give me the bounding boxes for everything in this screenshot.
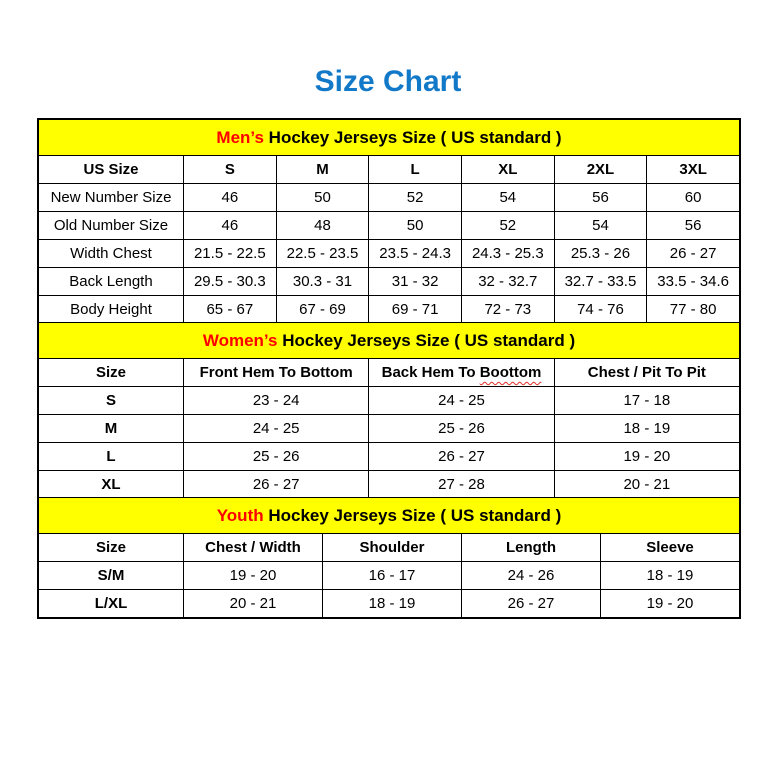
misspelled-word: Boottom xyxy=(479,364,542,381)
data-cell: 17 - 18 xyxy=(554,387,739,415)
data-cell: 18 - 19 xyxy=(554,415,739,443)
section-title-accent: Youth xyxy=(216,505,264,525)
data-cell: 50 xyxy=(369,212,462,240)
row-label-cell: M xyxy=(39,415,184,443)
row-label-cell: S xyxy=(39,387,184,415)
table-row xyxy=(39,562,740,590)
row-label-cell: Back Length xyxy=(39,268,184,296)
data-cell: 22.5 - 23.5 xyxy=(276,240,369,268)
size-chart-container xyxy=(37,118,741,619)
data-cell: 33.5 - 34.6 xyxy=(647,268,740,296)
data-cell: 60 xyxy=(647,184,740,212)
data-cell: 23 - 24 xyxy=(184,387,369,415)
section-title-accent: Men’s xyxy=(216,127,264,147)
column-header-cell xyxy=(369,359,554,387)
row-label-cell: L xyxy=(39,443,184,471)
column-header-cell: Sleeve xyxy=(601,534,740,562)
data-cell: 65 - 67 xyxy=(184,296,277,324)
data-cell: 18 - 19 xyxy=(323,590,462,618)
column-header-cell: Front Hem To Bottom xyxy=(184,359,369,387)
data-cell: 23.5 - 24.3 xyxy=(369,240,462,268)
column-header-row xyxy=(39,534,740,562)
data-cell: 24 - 26 xyxy=(462,562,601,590)
table-body xyxy=(39,562,740,618)
data-cell: 50 xyxy=(276,184,369,212)
column-header-cell: Length xyxy=(462,534,601,562)
table-row xyxy=(39,387,740,415)
data-cell: 46 xyxy=(184,184,277,212)
data-cell: 67 - 69 xyxy=(276,296,369,324)
table-row xyxy=(39,212,740,240)
data-cell: 32 - 32.7 xyxy=(461,268,554,296)
data-cell: 19 - 20 xyxy=(601,590,740,618)
data-cell: 56 xyxy=(554,184,647,212)
data-cell: 18 - 19 xyxy=(601,562,740,590)
section-header-cell xyxy=(39,498,740,534)
data-cell: 29.5 - 30.3 xyxy=(184,268,277,296)
table-row xyxy=(39,184,740,212)
data-cell: 77 - 80 xyxy=(647,296,740,324)
data-cell: 74 - 76 xyxy=(554,296,647,324)
table-row xyxy=(39,443,740,471)
column-header-cell: 2XL xyxy=(554,156,647,184)
row-label-cell: Body Height xyxy=(39,296,184,324)
data-cell: 56 xyxy=(647,212,740,240)
data-cell: 54 xyxy=(554,212,647,240)
data-cell: 24.3 - 25.3 xyxy=(461,240,554,268)
column-header-cell: S xyxy=(184,156,277,184)
page-title: Size Chart xyxy=(314,65,462,98)
data-cell: 32.7 - 33.5 xyxy=(554,268,647,296)
table-row xyxy=(39,240,740,268)
table-row xyxy=(39,268,740,296)
data-cell: 52 xyxy=(369,184,462,212)
data-cell: 25 - 26 xyxy=(184,443,369,471)
table-body xyxy=(39,387,740,499)
section-title-rest: Hockey Jerseys Size ( US standard ) xyxy=(263,505,562,525)
column-header-text: Back Hem To xyxy=(381,364,480,381)
column-header-cell: Chest / Pit To Pit xyxy=(554,359,739,387)
section-header-cell xyxy=(39,323,740,359)
youth-size-table xyxy=(38,497,740,618)
data-cell: 26 - 27 xyxy=(462,590,601,618)
data-cell: 20 - 21 xyxy=(554,471,739,499)
column-header-cell: M xyxy=(276,156,369,184)
row-label-cell: New Number Size xyxy=(39,184,184,212)
data-cell: 19 - 20 xyxy=(184,562,323,590)
column-header-cell: XL xyxy=(461,156,554,184)
women-size-table xyxy=(38,322,740,499)
row-label-cell: Width Chest xyxy=(39,240,184,268)
data-cell: 69 - 71 xyxy=(369,296,462,324)
section-title-accent: Women’s xyxy=(202,330,278,350)
data-cell: 19 - 20 xyxy=(554,443,739,471)
section-title-rest: Hockey Jerseys Size ( US standard ) xyxy=(263,127,562,147)
data-cell: 26 - 27 xyxy=(647,240,740,268)
section-header-cell xyxy=(39,120,740,156)
data-cell: 26 - 27 xyxy=(184,471,369,499)
section-header-row xyxy=(39,323,740,359)
row-label-cell: Old Number Size xyxy=(39,212,184,240)
column-header-cell: Size xyxy=(39,359,184,387)
data-cell: 48 xyxy=(276,212,369,240)
column-header-cell: Chest / Width xyxy=(184,534,323,562)
row-label-cell: S/M xyxy=(39,562,184,590)
data-cell: 25 - 26 xyxy=(369,415,554,443)
column-header-cell: US Size xyxy=(39,156,184,184)
section-header-row xyxy=(39,120,740,156)
data-cell: 16 - 17 xyxy=(323,562,462,590)
column-header-cell: Size xyxy=(39,534,184,562)
table-row xyxy=(39,415,740,443)
data-cell: 25.3 - 26 xyxy=(554,240,647,268)
data-cell: 30.3 - 31 xyxy=(276,268,369,296)
data-cell: 31 - 32 xyxy=(369,268,462,296)
men-size-table xyxy=(38,119,740,324)
table-body xyxy=(39,184,740,324)
row-label-cell: L/XL xyxy=(39,590,184,618)
column-header-cell: L xyxy=(369,156,462,184)
data-cell: 21.5 - 22.5 xyxy=(184,240,277,268)
section-header-row xyxy=(39,498,740,534)
row-label-cell: XL xyxy=(39,471,184,499)
data-cell: 52 xyxy=(461,212,554,240)
column-header-cell: 3XL xyxy=(647,156,740,184)
data-cell: 46 xyxy=(184,212,277,240)
data-cell: 20 - 21 xyxy=(184,590,323,618)
section-title-rest: Hockey Jerseys Size ( US standard ) xyxy=(277,330,576,350)
data-cell: 54 xyxy=(461,184,554,212)
data-cell: 72 - 73 xyxy=(461,296,554,324)
column-header-row xyxy=(39,359,740,387)
column-header-cell: Shoulder xyxy=(323,534,462,562)
data-cell: 27 - 28 xyxy=(369,471,554,499)
table-row xyxy=(39,471,740,499)
table-row xyxy=(39,590,740,618)
data-cell: 24 - 25 xyxy=(184,415,369,443)
data-cell: 24 - 25 xyxy=(369,387,554,415)
data-cell: 26 - 27 xyxy=(369,443,554,471)
column-header-row xyxy=(39,156,740,184)
table-row xyxy=(39,296,740,324)
